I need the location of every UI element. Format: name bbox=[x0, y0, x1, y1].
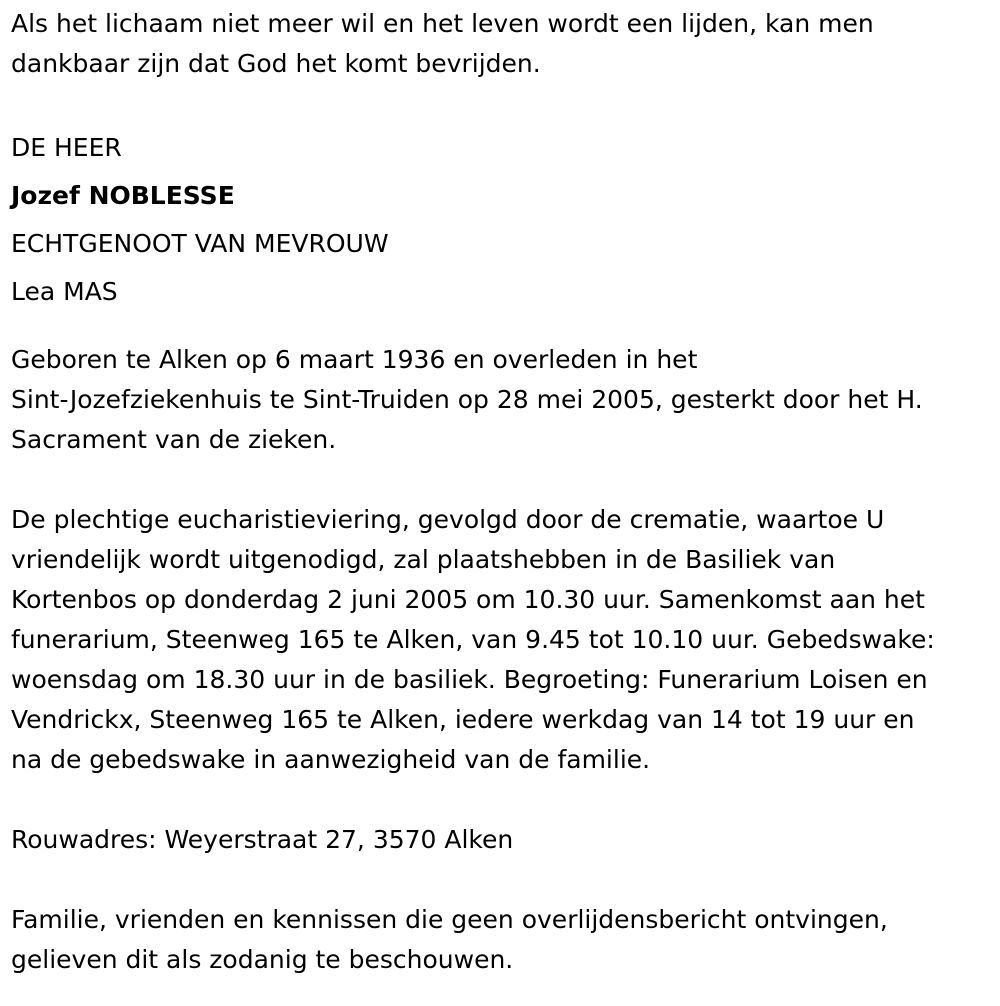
spacer bbox=[11, 460, 996, 500]
deceased-name: Jozef NOBLESSE bbox=[11, 181, 235, 210]
intro-quote: Als het lichaam niet meer wil en het leven wordt een lijden, kan men dankbaar zijn dat God het komt bevrijden. bbox=[11, 9, 874, 78]
closing-paragraph: Familie, vrienden en kennissen die geen overlijdensbericht ontvingen, gelieven dit als zodanig te beschouwen. bbox=[11, 905, 888, 974]
mourning-address: Rouwadres: Weyerstraat 27, 3570 Alken bbox=[11, 825, 514, 854]
spacer bbox=[11, 316, 996, 340]
spacer bbox=[11, 84, 996, 124]
obituary-document bbox=[11, 4, 996, 980]
ceremony-paragraph: De plechtige eucharistieviering, gevolgd door de crematie, waartoe U vriendelijk wordt uitgenodigd, zal plaatshebben in de Basiliek van Kortenbos op donderdag 2 juni 2005 om 10.30 uur. Samenkomst aan het funerarium, Steenweg 165 te Alken, van 9.45 tot 10.10 uur. Gebedswake: woensdag om 18.30 uur in de basiliek. Begroeting: Funerarium Loisen en Vendrickx, Steenweg 165 te Alken, iedere werkdag van 14 tot 19 uur en na de gebedswake in aanwezigheid van de familie. bbox=[11, 505, 935, 774]
spacer bbox=[11, 780, 996, 820]
spacer bbox=[11, 860, 996, 900]
honorific-title: DE HEER bbox=[11, 133, 122, 162]
relation-label: ECHTGENOOT VAN MEVROUW bbox=[11, 229, 389, 258]
spouse-name: Lea MAS bbox=[11, 277, 118, 306]
birth-death-paragraph: Geboren te Alken op 6 maart 1936 en overleden in het Sint-Jozefziekenhuis te Sint-Truiden op 28 mei 2005, gesterkt door het H. Sacrament van de zieken. bbox=[11, 345, 923, 454]
